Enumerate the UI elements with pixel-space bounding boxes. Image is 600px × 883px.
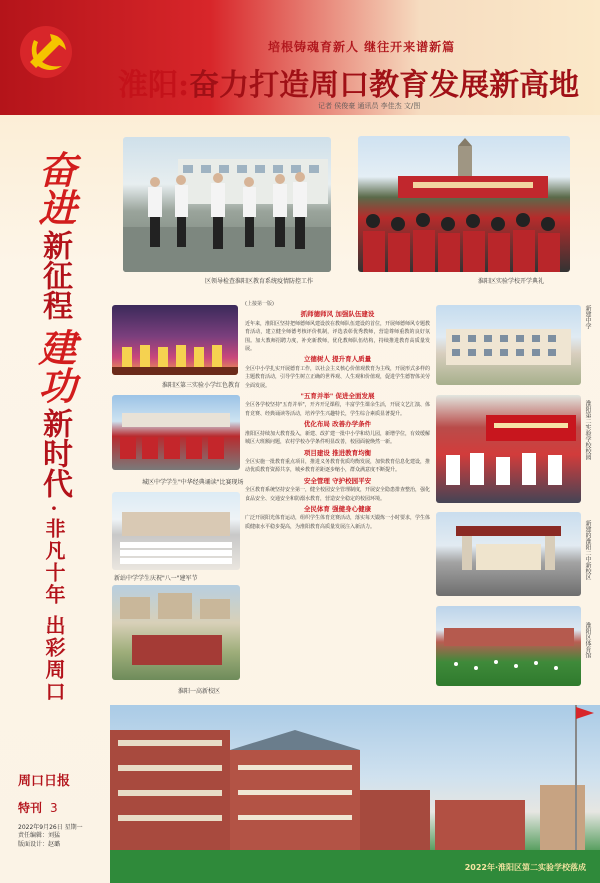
vertical-title	[14, 150, 94, 703]
page-number: 3	[50, 801, 58, 815]
vertical-dot: ·	[50, 496, 58, 520]
section-title-3: "五育并举" 促进全面发展	[300, 392, 375, 401]
photo-sports-field	[436, 606, 581, 686]
vertical-word-6: 非凡十年 出彩周口	[42, 518, 66, 703]
bottom-slogan: 2022年·淮阳区第二实验学校落成	[464, 863, 586, 872]
photo-campus-panorama	[110, 705, 600, 883]
caption-2: 淮阳区实验学校开学典礼	[478, 278, 545, 285]
byline: 记者 侯俊豪 通讯员 李佳杰 文/图	[318, 102, 421, 110]
section-title-1: 抓师德师风 加强队伍建设	[300, 310, 375, 319]
photo-officials-inspection	[123, 137, 331, 272]
article-intro: (上接第一版)	[245, 301, 274, 307]
section-text-6: 全区教育系统坚持安全第一，健全校园安全管理制度，开展安全隐患排查整治，强化食品安全、交通安全和防溺水教育，营造安全稳定的校园环境。	[245, 487, 430, 502]
designer-credit: 版面设计：赵璐	[18, 841, 61, 848]
newspaper-name: 周口日报	[18, 774, 71, 789]
headline-rest: 奋力打造周口教育发展新高地	[189, 68, 580, 103]
page-footer	[18, 770, 108, 849]
caption-10: 淮阳区体育馆	[584, 622, 591, 658]
caption-3: 淮阳区第三实验小学红色教育	[162, 382, 241, 389]
editor-credit: 责任编辑：刘猛	[18, 832, 61, 839]
sub-slogan: 培根铸魂育新人 继往开来谱新篇	[268, 40, 456, 54]
caption-6: 淮阳一高新校区	[178, 688, 221, 695]
photo-stage-performance	[112, 305, 238, 375]
photo-school-ceremony	[358, 136, 570, 272]
section-text-5: 全区实施一批教育重点项目，推进义务教育优质均衡发展，加快教育信息化建设，推动优质教育资源共享，城乡教育差距逐步缩小，群众满意度不断提升。	[245, 458, 430, 474]
vertical-word-3: 建功	[32, 328, 77, 404]
caption-4: 城区中学学生"中华经典诵读"比赛现场	[142, 479, 244, 486]
photo-recitation	[112, 395, 240, 470]
section-text-3: 全区各学校坚持"五育并举"，开齐开足课程，丰富学生课余生活，开展文艺汇演、体育竞赛、经典诵读等活动，培养学生兴趣特长，学生综合素质显著提升。	[245, 402, 430, 417]
section-text-2: 全区中小学扎实开展德育工作，以社会主义核心价值观教育为主线，开展形式多样的主题教育活动，引导学生树立正确的世界观、人生观和价值观，促进学生德智体美劳全面发展。	[245, 365, 430, 389]
caption-7: 新建中学	[584, 305, 591, 329]
main-article	[245, 300, 430, 705]
photo-school-gate	[436, 512, 581, 596]
vertical-word-1: 奋进	[32, 150, 77, 226]
section-text-1: 近年来，淮阳区坚持把师德师风建设放在教师队伍建设的首位，开展师德师风专题教育活动，建立健全师德考核评价机制，评选表彰优秀教师，营造尊师重教的良好氛围。加大教师招聘力度，补充新教师，优化教师队伍结构，持续推进教育高质量发展。	[245, 320, 430, 353]
caption-8: 淮阳第二实验学校校园	[584, 400, 591, 460]
party-emblem-icon	[16, 22, 76, 82]
caption-5: 新站中学学生庆祝"八一"建军节	[114, 575, 198, 582]
section-text-7: 广泛开展阳光体育运动，组织学生体育竞赛活动，落实每天锻炼一小时要求，学生体质健康水平稳步提高，为淮阳教育高质量发展注入新活力。	[245, 515, 430, 530]
special-issue-label: 特刊	[18, 801, 43, 815]
section-title-4: 优化布局 改善办学条件	[303, 420, 372, 429]
section-title-2: 立德树人 提升育人质量	[303, 355, 372, 364]
photo-campus-aerial	[112, 585, 240, 680]
issue-date: 2022年9月26日 星期一	[18, 824, 83, 831]
vertical-word-2: 新征程	[37, 230, 72, 320]
caption-1: 区领导检查淮阳区教育系统疫情防控工作	[205, 278, 314, 285]
caption-9: 新建的淮阳二中新校区	[584, 520, 591, 580]
photo-army-day	[112, 492, 240, 570]
photo-new-school-building	[436, 305, 581, 385]
headline-place: 淮阳:	[118, 68, 190, 103]
page-headline	[118, 60, 579, 104]
section-title-5: 项目建设 推进教育均衡	[303, 448, 372, 457]
vertical-word-4: 新时代	[37, 408, 72, 498]
photo-students-event	[436, 395, 581, 503]
section-text-4: 淮阳区持续加大教育投入，新建、改扩建一批中小学和幼儿园，新增学位，有效缓解城区大班额问题，农村学校办学条件明显改善，校园面貌焕然一新。	[245, 430, 430, 446]
section-title-7: 全民体育 强健身心健康	[303, 504, 372, 513]
section-title-6: 安全管理 守护校园平安	[303, 476, 372, 485]
